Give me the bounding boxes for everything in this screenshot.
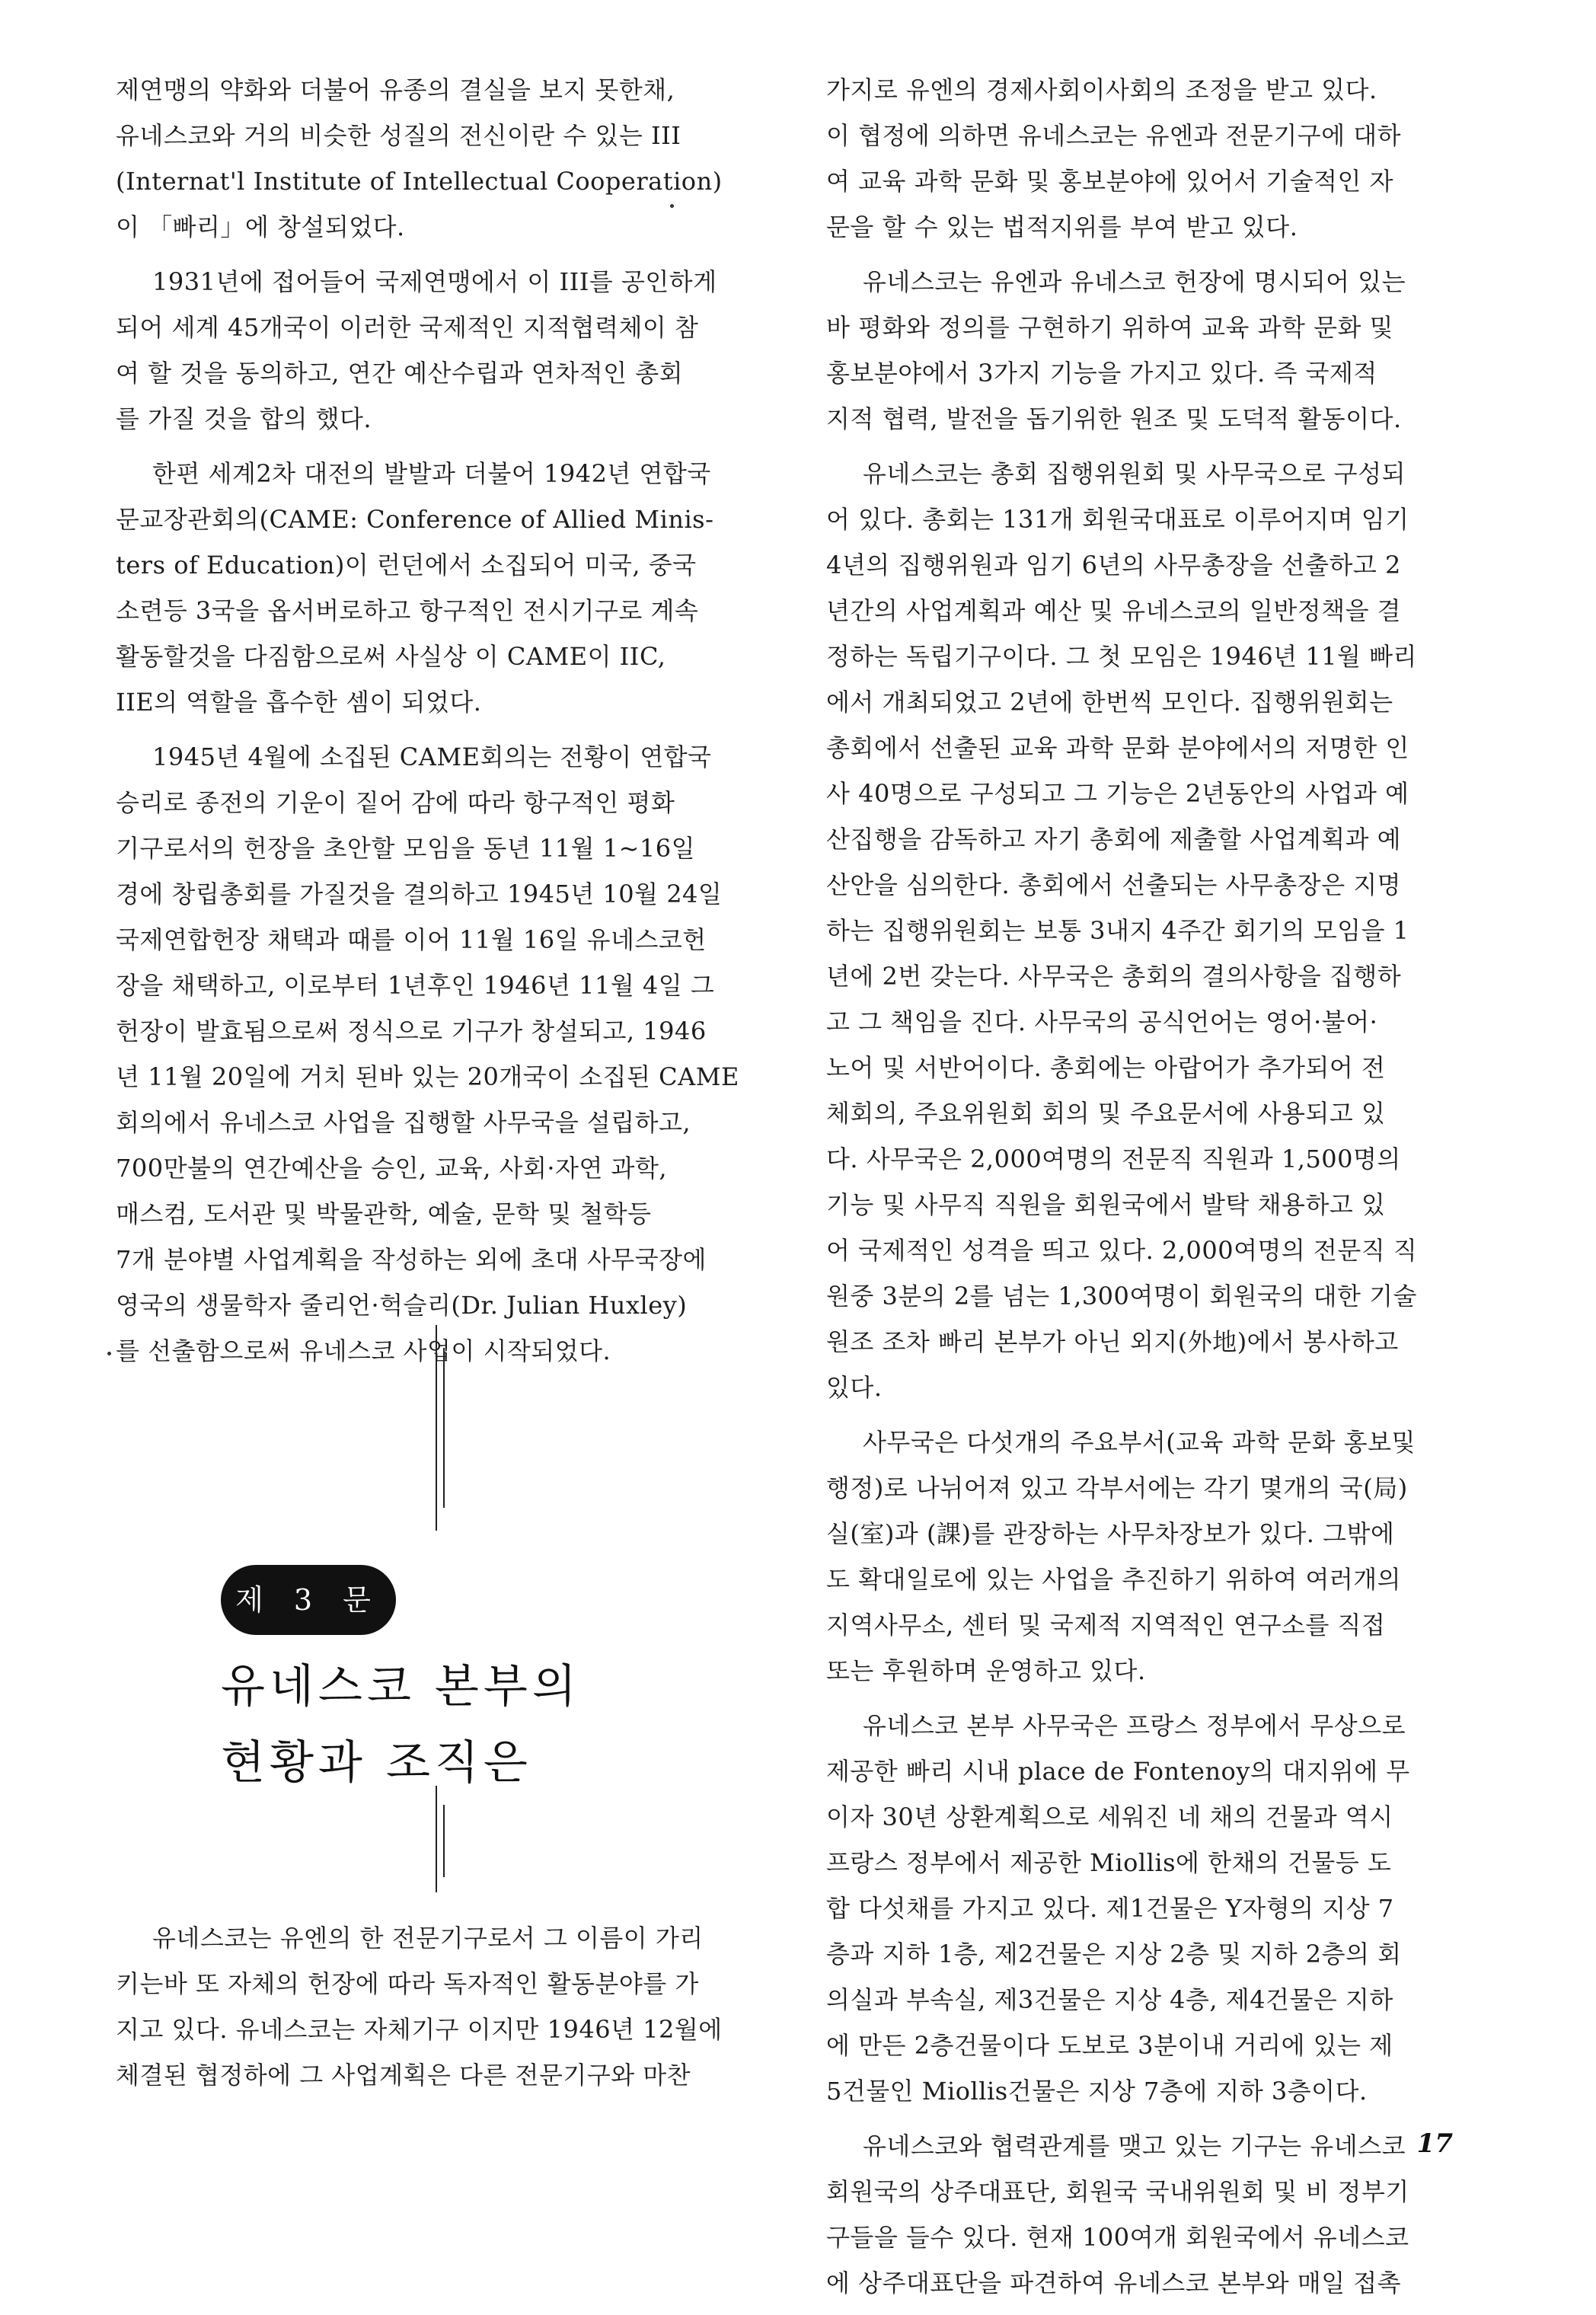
text-line: 활동할것을 다짐함으로써 사실상 이 CAME이 IIC, xyxy=(116,642,666,671)
text-line: 문교장관회의(CAME: Conference of Allied Minis- xyxy=(116,505,714,534)
text-line: 유네스코는 유엔과 유네스코 헌장에 명시되어 있는 xyxy=(863,267,1406,296)
text-line: 지고 있다. 유네스코는 자체기구 이지만 1946년 12월에 xyxy=(116,2015,723,2044)
text-line: 국제연합헌장 채택과 때를 이어 11월 16일 유네스코헌 xyxy=(116,925,707,954)
text-line: 년 11월 20일에 거치 된바 있는 20개국이 소집된 CAME xyxy=(116,1062,739,1091)
text-line: 를 가질 것을 합의 했다. xyxy=(116,404,372,433)
text-line: 층과 지하 1층, 제2건물은 지상 2층 및 지하 2층의 회 xyxy=(826,1940,1402,1969)
text-line: 제연맹의 약화와 더불어 유종의 결실을 보지 못한채, xyxy=(116,75,675,104)
text-line: 노어 및 서반어이다. 총회에는 아랍어가 추가되어 전 xyxy=(826,1053,1386,1082)
text-line: 매스컴, 도서관 및 박물관학, 예술, 문학 및 철학등 xyxy=(116,1199,652,1228)
text-line: 원조 조차 빠리 본부가 아닌 외지(外地)에서 봉사하고 xyxy=(826,1327,1399,1356)
text-line: 홍보분야에서 3가지 기능을 가지고 있다. 즉 국제적 xyxy=(826,359,1377,388)
paragraph xyxy=(826,1419,1481,1694)
text-line: 행정)로 나뉘어져 있고 각부서에는 각기 몇개의 국(局) xyxy=(826,1474,1408,1502)
paragraph xyxy=(116,67,771,250)
speck xyxy=(107,1352,111,1355)
text-line: 사 40명으로 구성되고 그 기능은 2년동안의 사업과 예 xyxy=(826,779,1409,808)
decorative-rule-lower xyxy=(436,1786,437,1892)
text-line: 유네스코 본부 사무국은 프랑스 정부에서 무상으로 xyxy=(863,1711,1406,1740)
paragraph xyxy=(826,1703,1481,2114)
section-heading xyxy=(221,1649,754,1801)
text-line: 여 할 것을 동의하고, 연간 예산수립과 연차적인 총회 xyxy=(116,359,684,388)
paragraph xyxy=(116,1915,771,2098)
text-line: ters of Education)이 런던에서 소집되어 미국, 중국 xyxy=(116,551,697,580)
text-line: 산집행을 감독하고 자기 총회에 제출할 사업계획과 예 xyxy=(826,825,1402,854)
text-line: 체결된 협정하에 그 사업계획은 다른 전문기구와 마찬 xyxy=(116,2061,691,2090)
text-line: 고 그 책임을 진다. 사무국의 공식언어는 영어·불어· xyxy=(826,1007,1378,1036)
text-line: 또는 후원하며 운영하고 있다. xyxy=(826,1656,1146,1685)
text-line: 헌장이 발효됨으로써 정식으로 기구가 창설되고, 1946 xyxy=(116,1017,707,1046)
text-line: 지적 협력, 발전을 돕기위한 원조 및 도덕적 활동이다. xyxy=(826,404,1402,433)
text-line: 700만불의 연간예산을 승인, 교육, 사회·자연 과학, xyxy=(116,1154,668,1183)
text-line: 승리로 종전의 기운이 짙어 감에 따라 항구적인 평화 xyxy=(116,788,675,817)
text-line: 여 교육 과학 문화 및 홍보분야에 있어서 기술적인 자 xyxy=(826,167,1394,196)
text-line: 실(室)과 (課)를 관장하는 사무차장보가 있다. 그밖에 xyxy=(826,1519,1395,1548)
text-line: 기구로서의 헌장을 초안할 모임을 동년 11월 1~16일 xyxy=(116,834,696,863)
text-line: 에 상주대표단을 파견하여 유네스코 본부와 매일 접촉 xyxy=(826,2269,1402,2297)
text-line: 에 만든 2층건물이다 도보로 3분이내 거리에 있는 제 xyxy=(826,2031,1393,2060)
text-line: 에서 개최되었고 2년에 한번씩 모인다. 집행위원회는 xyxy=(826,688,1393,717)
paragraph xyxy=(826,259,1481,442)
text-line: 프랑스 정부에서 제공한 Miollis에 한채의 건물등 도 xyxy=(826,1848,1392,1877)
paragraph xyxy=(116,734,771,1374)
text-line: 의실과 부속실, 제3건물은 지상 4층, 제4건물은 지하 xyxy=(826,1985,1393,2014)
paragraph xyxy=(826,2123,1481,2306)
text-line: 사무국은 다섯개의 주요부서(교육 과학 문화 홍보및 xyxy=(863,1428,1416,1457)
text-line: 하는 집행위원회는 보통 3내지 4주간 회기의 모임을 1 xyxy=(826,916,1409,945)
paragraph xyxy=(116,451,771,725)
text-line: 체회의, 주요위원회 회의 및 주요문서에 사용되고 있 xyxy=(826,1099,1386,1128)
paragraph xyxy=(116,259,771,442)
text-line: (Internat'l Institute of Intellectual Cooperation) xyxy=(116,167,723,196)
page-number: 17 xyxy=(1416,2128,1453,2159)
decorative-rule-lower-2 xyxy=(443,1805,445,1877)
chapter-badge: 제 3 문 xyxy=(221,1565,396,1635)
paragraph xyxy=(826,67,1481,250)
text-line: 구들을 들수 있다. 현재 100여개 회원국에서 유네스코 xyxy=(826,2223,1409,2252)
text-line: 어 국제적인 성격을 띄고 있다. 2,000여명의 전문직 직 xyxy=(826,1236,1418,1265)
text-line: 문을 할 수 있는 법적지위를 부여 받고 있다. xyxy=(826,212,1298,241)
text-line: 유네스코는 총회 집행위원회 및 사무국으로 구성되 xyxy=(863,459,1406,488)
text-line: IIE의 역할을 흡수한 셈이 되었다. xyxy=(116,688,482,717)
text-line: 7개 분야별 사업계획을 작성하는 외에 초대 사무국장에 xyxy=(116,1245,707,1274)
text-line: 1945년 4월에 소집된 CAME회의는 전황이 연합국 xyxy=(152,742,712,771)
decorative-rule-upper xyxy=(436,1325,437,1531)
text-line: 영국의 생물학자 줄리언·헉슬리(Dr. Julian Huxley) xyxy=(116,1291,688,1320)
text-line: 1931년에 접어들어 국제연맹에서 이 III를 공인하게 xyxy=(152,267,717,296)
paragraph xyxy=(826,451,1481,1410)
text-line: 한편 세계2차 대전의 발발과 더불어 1942년 연합국 xyxy=(152,459,711,488)
text-line: 회원국의 상주대표단, 회원국 국내위원회 및 비 정부기 xyxy=(826,2177,1409,2206)
text-line: 산안을 심의한다. 총회에서 선출되는 사무총장은 지명 xyxy=(826,870,1402,899)
text-line: 이 협정에 의하면 유네스코는 유엔과 전문기구에 대하 xyxy=(826,121,1402,150)
text-line: 바 평화와 정의를 구현하기 위하여 교육 과학 문화 및 xyxy=(826,313,1394,342)
text-line: 되어 세계 45개국이 이러한 국제적인 지적협력체이 참 xyxy=(116,313,699,342)
section-heading-line-2: 현황과 조직은 xyxy=(221,1736,532,1790)
text-line: 총회에서 선출된 교육 과학 문화 분야에서의 저명한 인 xyxy=(826,733,1409,762)
text-line: 키는바 또 자체의 헌장에 따라 독자적인 활동분야를 가 xyxy=(116,1969,699,1998)
text-line: 도 확대일로에 있는 사업을 추진하기 위하여 여러개의 xyxy=(826,1565,1402,1594)
text-line: 제공한 빠리 시내 place de Fontenoy의 대지위에 무 xyxy=(826,1757,1410,1786)
text-line: 회의에서 유네스코 사업을 집행할 사무국을 설립하고, xyxy=(116,1108,691,1137)
section-heading-line-1: 유네스코 본부의 xyxy=(221,1660,581,1713)
text-line: 를 선출함으로써 유네스코 사업이 시작되었다. xyxy=(116,1336,611,1365)
text-line: 경에 창립총회를 가질것을 결의하고 1945년 10월 24일 xyxy=(116,880,723,908)
left-column-bottom xyxy=(116,1915,771,2107)
left-column xyxy=(116,67,771,1383)
text-line: 년간의 사업계획과 예산 및 유네스코의 일반정책을 결 xyxy=(826,596,1402,625)
speck xyxy=(670,204,674,208)
text-line: 가지로 유엔의 경제사회이사회의 조정을 받고 있다. xyxy=(826,75,1377,104)
decorative-rule-upper-2 xyxy=(443,1348,445,1508)
text-line: 다. 사무국은 2,000여명의 전문직 직원과 1,500명의 xyxy=(826,1145,1401,1173)
text-line: 유네스코와 협력관계를 맺고 있는 기구는 유네스코 xyxy=(863,2131,1406,2160)
text-line: 장을 채택하고, 이로부터 1년후인 1946년 11월 4일 그 xyxy=(116,971,715,1000)
text-line: 합 다섯채를 가지고 있다. 제1건물은 Y자형의 지상 7 xyxy=(826,1894,1394,1923)
text-line: 지역사무소, 센터 및 국제적 지역적인 연구소를 직접 xyxy=(826,1611,1386,1640)
text-line: 년에 2번 갖는다. 사무국은 총회의 결의사항을 집행하 xyxy=(826,962,1402,991)
text-line: 어 있다. 총회는 131개 회원국대표로 이루어지며 임기 xyxy=(826,505,1409,534)
text-line: 유네스코는 유엔의 한 전문기구로서 그 이름이 가리 xyxy=(152,1924,704,1953)
right-column xyxy=(826,67,1481,2315)
text-line: 4년의 집행위원과 임기 6년의 사무총장을 선출하고 2 xyxy=(826,551,1401,580)
text-line: 이 「빠리」에 창설되었다. xyxy=(116,212,405,241)
text-line: 이자 30년 상환계획으로 세워진 네 채의 건물과 역시 xyxy=(826,1803,1393,1831)
text-line: 원중 3분의 2를 넘는 1,300여명이 회원국의 대한 기술 xyxy=(826,1282,1417,1311)
text-line: 유네스코와 거의 비슷한 성질의 전신이란 수 있는 III xyxy=(116,121,681,150)
text-line: 기능 및 사무직 직원을 회원국에서 발탁 채용하고 있 xyxy=(826,1190,1386,1219)
text-line: 소련등 3국을 옵서버로하고 항구적인 전시기구로 계속 xyxy=(116,596,699,625)
text-line: 5건물인 Miollis건물은 지상 7층에 지하 3층이다. xyxy=(826,2077,1368,2106)
text-line: 정하는 독립기구이다. 그 첫 모임은 1946년 11월 빠리 xyxy=(826,642,1417,671)
text-line: 있다. xyxy=(826,1373,883,1402)
